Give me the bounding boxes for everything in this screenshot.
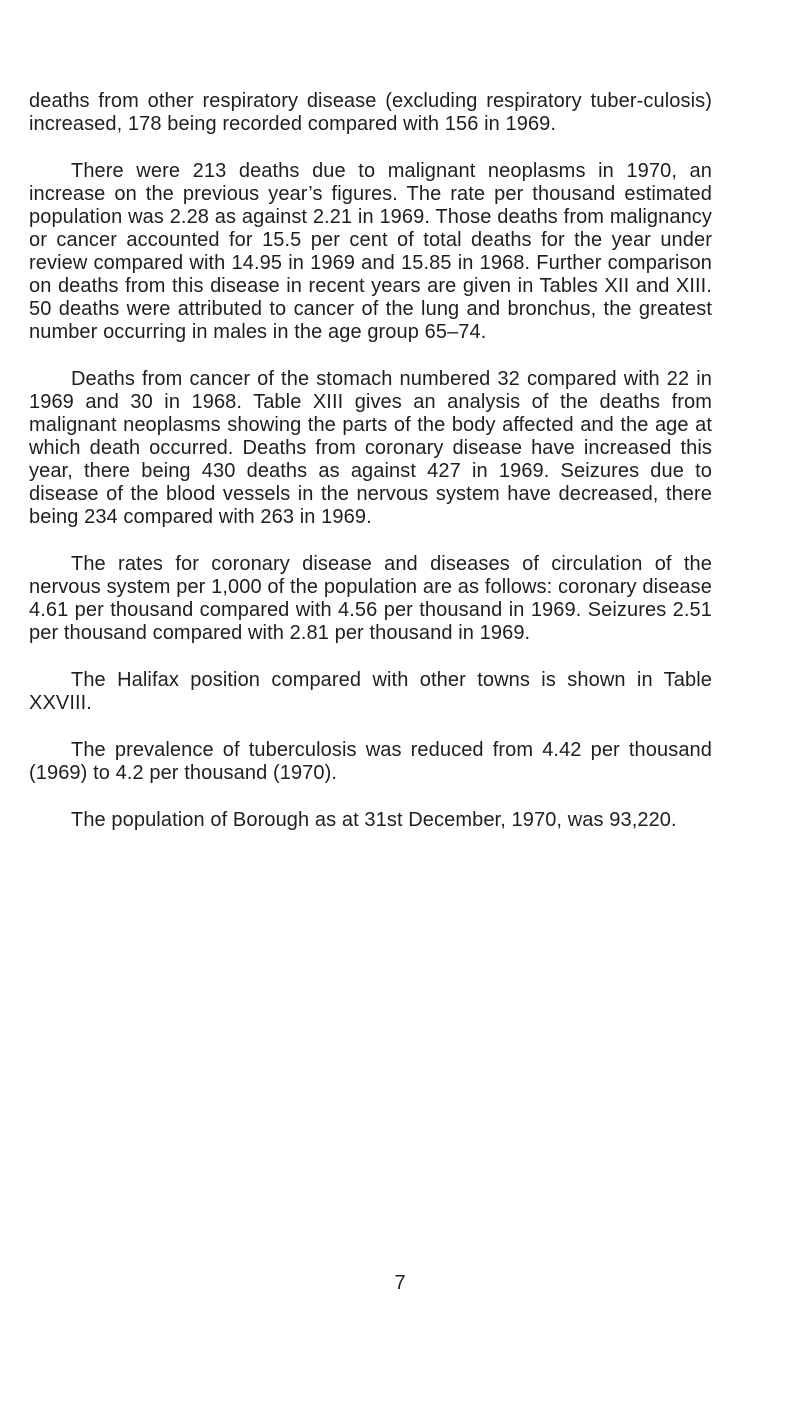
paragraph-halifax-position: The Halifax position compared with other towns is shown in Table XXVIII. xyxy=(29,669,712,714)
page-number: 7 xyxy=(394,1272,406,1294)
paragraph-respiratory-deaths: deaths from other respiratory disease (excluding respiratory tuber-culosis) increased, 178 being recorded compared with 156 in 1969. xyxy=(29,90,712,135)
paragraph-population: The population of Borough as at 31st December, 1970, was 93,220. xyxy=(71,809,677,831)
paragraph-stomach-cancer: Deaths from cancer of the stomach numbered 32 compared with 22 in 1969 and 30 in 1968. Table XIII gives an analysis of the deaths from malignant neoplasms showing the parts of the body affected and the age at which death occurred. Deaths from coronary disease have increased this year, there being 430 deaths as against 427 in 1969. Seizures due to disease of the blood vessels in the nervous system have decreased, there being 234 compared with 263 in 1969. xyxy=(29,368,712,528)
document-body xyxy=(29,90,712,856)
paragraph-malignant-neoplasms: There were 213 deaths due to malignant neoplasms in 1970, an increase on the previous year’s figures. The rate per thousand estimated population was 2.28 as against 2.21 in 1969. Those deaths from malignancy or cancer accounted for 15.5 per cent of total deaths for the year under review compared with 14.95 in 1969 and 15.85 in 1968. Further comparison on deaths from this disease in recent years are given in Tables XII and XIII. 50 deaths were attributed to cancer of the lung and bronchus, the greatest number occurring in males in the age group 65–74. xyxy=(29,160,712,343)
paragraph-coronary-rates: The rates for coronary disease and diseases of circulation of the nervous system per 1,000 of the population are as follows: coronary disease 4.61 per thousand compared with 4.56 per thousand in 1969. Seizures 2.51 per thousand compared with 2.81 per thousand in 1969. xyxy=(29,553,712,644)
paragraph-tuberculosis: The prevalence of tuberculosis was reduced from 4.42 per thousand (1969) to 4.2 per thousand (1970). xyxy=(29,739,712,784)
